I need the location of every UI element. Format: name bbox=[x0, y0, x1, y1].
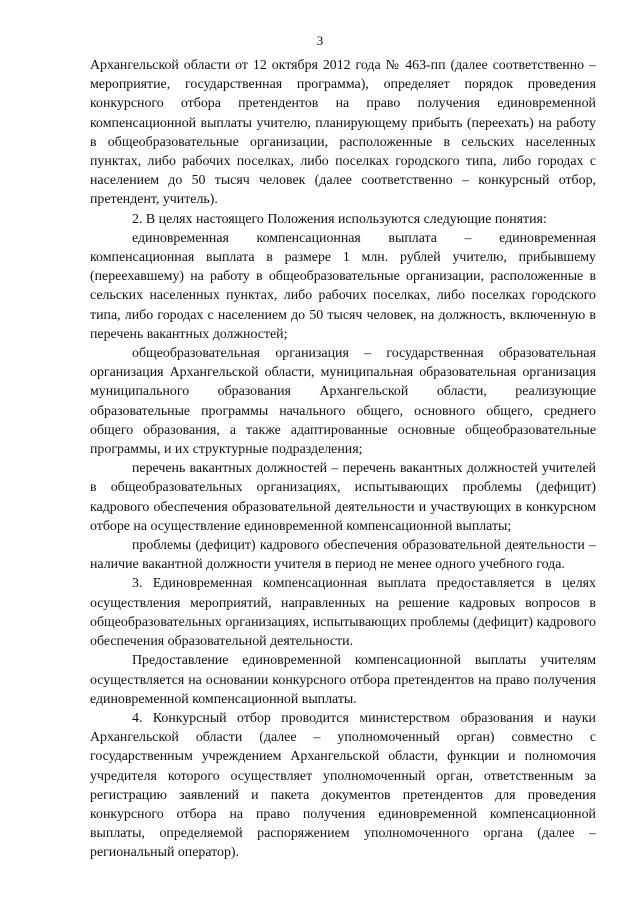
paragraph-clause-3-provision: Предоставление единовременной компенсационной выплаты учителям осуществляется на основании конкурсного отбора претендентов на право получения единовременной компенсационной выплаты. bbox=[90, 653, 596, 707]
paragraph-intro-continuation: Архангельской области от 12 октября 2012 года № 463-пп (далее соответственно – мероприятие, государственная программа), определяет порядок проведения конкурсного отбора претендентов на право получения единовременной компенсационной выплаты учителю, планирующему прибыть (переехать) на работу в общеобразовательные организации, расположенные в сельских населенных пунктах, либо рабочих поселках, либо поселках городского типа, либо городах с населением до 50 тысяч человек (далее соответственно – конкурсный отбор, претендент, учитель). bbox=[90, 58, 596, 208]
page-number: 3 bbox=[316, 33, 324, 48]
paragraph-clause-4: 4. Конкурсный отбор проводится министерством образования и науки Архангельской области (далее – уполномоченный орган) совместно с государственным учреждением Архангельской области, функции и полномочия учредителя которого осуществляет уполномоченный орган, ответственным за регистрацию заявлений и пакета документов претендентов для проведения конкурсного отбора на право получения единовременной компенсационной выплаты, определяемой распоряжением уполномоченного органа (далее – региональный оператор). bbox=[90, 710, 596, 861]
paragraph-definition-vacancy-list: перечень вакантных должностей – перечень вакантных должностей учителей в общеобразовательных организациях, испытывающих проблемы (дефицит) кадрового обеспечения образовательной деятельности и участвующих в конкурсном отборе на осуществление единовременной компенсационной выплаты; bbox=[90, 461, 596, 534]
paragraph-definition-general-education-organization: общеобразовательная организация – государственная образовательная организация Архангельской области, муниципальная образовательная организация муниципального образования Архангельской области, реализующие образовательные программы начального общего, основного общего, среднего общего образования, а также адаптированные основные общеобразовательные программы, и их структурные подразделения; bbox=[90, 346, 596, 458]
document-body bbox=[90, 56, 596, 863]
paragraph-definition-staffing-problems: проблемы (дефицит) кадрового обеспечения образовательной деятельности – наличие вакантной должности учителя в период не менее одного учебного года. bbox=[90, 538, 596, 573]
paragraph-clause-2: 2. В целях настоящего Положения используются следующие понятия: bbox=[132, 211, 547, 227]
paragraph-clause-3: 3. Единовременная компенсационная выплата предоставляется в целях осуществления мероприятий, направленных на решение кадровых вопросов в общеобразовательных организациях, испытывающих проблемы (дефицит) кадрового обеспечения образовательной деятельности. bbox=[90, 576, 596, 650]
paragraph-definition-compensation-payment: единовременная компенсационная выплата – единовременная компенсационная выплата в размере 1 млн. рублей учителю, прибывшему (переехавшему) на работу в общеобразовательные организации, расположенные в сельских населенных пунктах, либо рабочих поселках, либо поселках городского типа, либо городах с населением до 50 тысяч человек, на должность, включенную в перечень вакантных должностей; bbox=[90, 230, 596, 342]
